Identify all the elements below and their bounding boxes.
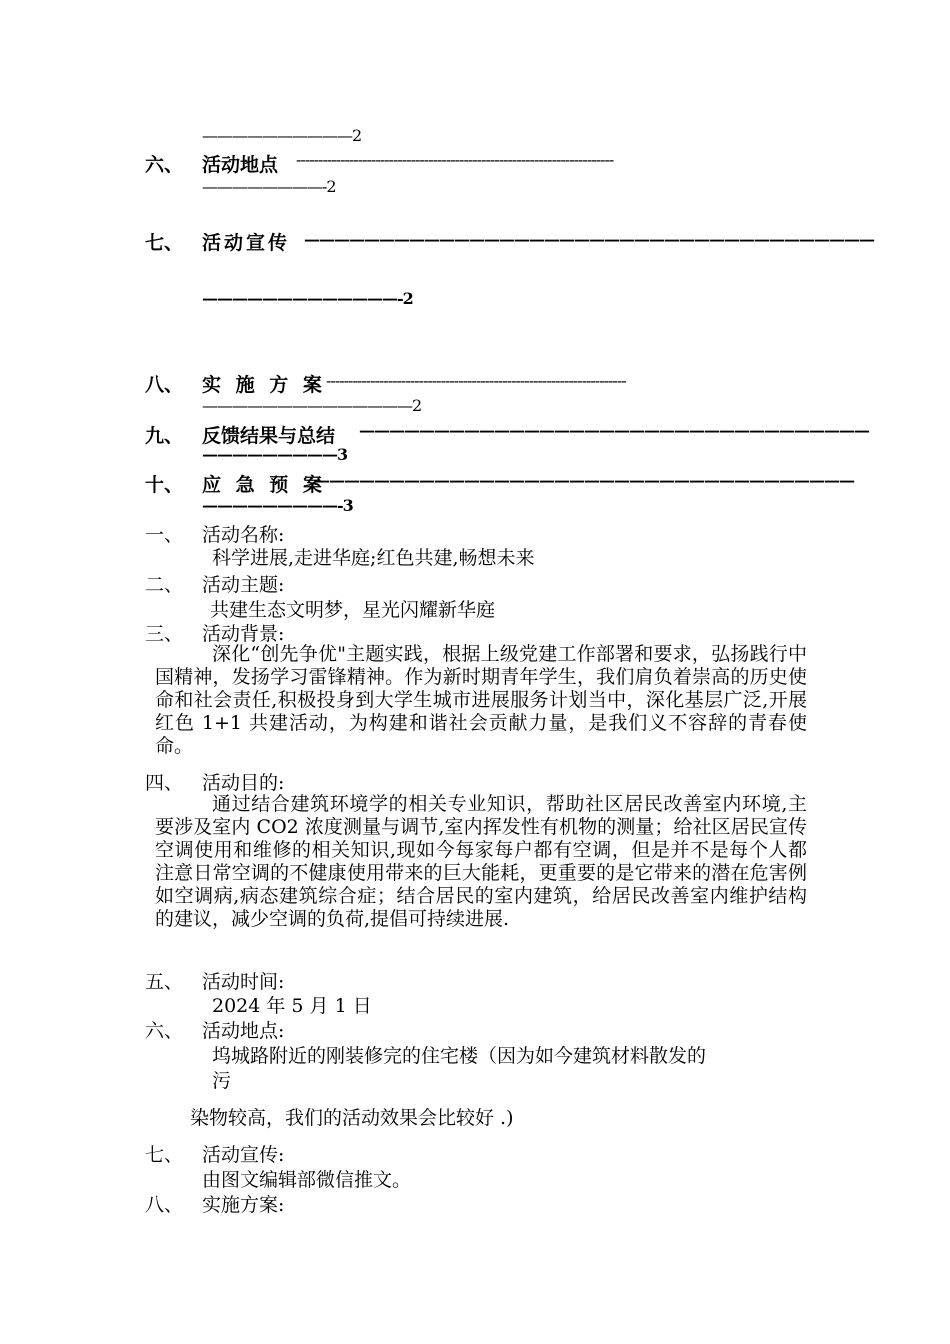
section-title-plan: 实施方案: — [202, 1194, 285, 1216]
section-title-theme: 活动主题: — [202, 574, 285, 596]
section-title-time: 活动时间: — [202, 971, 285, 993]
toc-page: —————————3 — [202, 445, 348, 464]
toc-page: —————————————-2 — [202, 289, 413, 308]
section-number: 六、 — [145, 1020, 184, 1042]
section-number: 二、 — [145, 574, 184, 596]
activity-date: 2024 年 5 月 1 日 — [212, 995, 372, 1017]
section-number: 一、 — [145, 524, 184, 546]
toc-title: 实 施 方 案 — [202, 374, 326, 396]
toc-title: 活动地点 — [202, 154, 279, 176]
toc-leader: —————————————————————————————————————— — [304, 230, 874, 249]
location-line: 污 — [212, 1070, 232, 1092]
section-title-background: 活动背景: — [202, 623, 285, 645]
purpose-paragraph: 通过结合建筑环境学的相关专业知识，帮助社区居民改善室内环境,主要涉及室内 CO2 浓度测量与调节,室内挥发性有机物的测量；给社区居民宣传空调使用和维修的相关知识,现如今每家每户都有空调，但是并不是每个人都注意日常空调的不健康使用带来的巨大能耗，更重要的是它带来的潜在危害例如空调病,病态建筑综合症；结合居民的室内建筑，给居民改善室内维护结构的建议，减少空调的负荷,提倡可持续进展. — [155, 793, 807, 930]
toc-leader: —————————————————————————————————— — [359, 421, 869, 440]
toc-leader: ———————————————————————————————————— — [314, 471, 854, 490]
toc-number: 七、 — [145, 232, 184, 254]
section-number: 四、 — [145, 772, 184, 794]
toc-page: ————————-2 — [202, 177, 336, 196]
section-number: 五、 — [145, 971, 184, 993]
toc-page: ——————————————2 — [202, 396, 422, 415]
toc-title: 反馈结果与总结 — [202, 425, 336, 447]
toc-leader: ------------------------------------------------------------------------ — [296, 150, 614, 169]
section-number: 三、 — [145, 623, 184, 645]
section-title-location: 活动地点: — [202, 1020, 285, 1042]
activity-theme: 共建生态文明梦，星光闪耀新华庭 — [210, 599, 496, 621]
toc-title: 活动宣传 — [202, 232, 291, 254]
background-paragraph: 深化“创先争优"主题实践，根据上级党建工作部署和要求，弘扬践行中国精神，发扬学习雷锋精神。作为新时期青年学生，我们肩负着崇高的历史使命和社会责任,积极投身到大学生城市进展服务计划当中，深化基层广泛,开展红色 1+1 共建活动，为构建和谐社会贡献力量，是我们义不容辞的青春使命。 — [155, 643, 807, 757]
toc-title: 应 急 预 案 — [202, 474, 326, 496]
section-title-publicity: 活动宣传: — [202, 1144, 285, 1166]
location-line: 染物较高，我们的活动效果会比较好 .) — [190, 1107, 514, 1129]
toc-number: 九、 — [145, 425, 184, 447]
toc-number: 六、 — [145, 154, 184, 176]
activity-name: 科学进展,走进华庭;红色共建,畅想未来 — [212, 547, 535, 569]
toc-leader: -------------------------------------------------------------------- — [326, 371, 626, 390]
toc-number: 八、 — [145, 374, 184, 396]
section-title-purpose: 活动目的: — [202, 772, 285, 794]
toc-page: —————————-3 — [202, 496, 353, 515]
publicity-text: 由图文编辑部微信推文。 — [202, 1169, 412, 1191]
section-title-name: 活动名称: — [202, 524, 285, 546]
section-number: 八、 — [145, 1194, 184, 1216]
toc-continuation: ——————————2 — [202, 126, 362, 145]
toc-number: 十、 — [145, 474, 184, 496]
section-number: 七、 — [145, 1144, 184, 1166]
location-line: 坞城路附近的刚装修完的住宅楼（因为如今建筑材料散发的 — [212, 1045, 707, 1067]
